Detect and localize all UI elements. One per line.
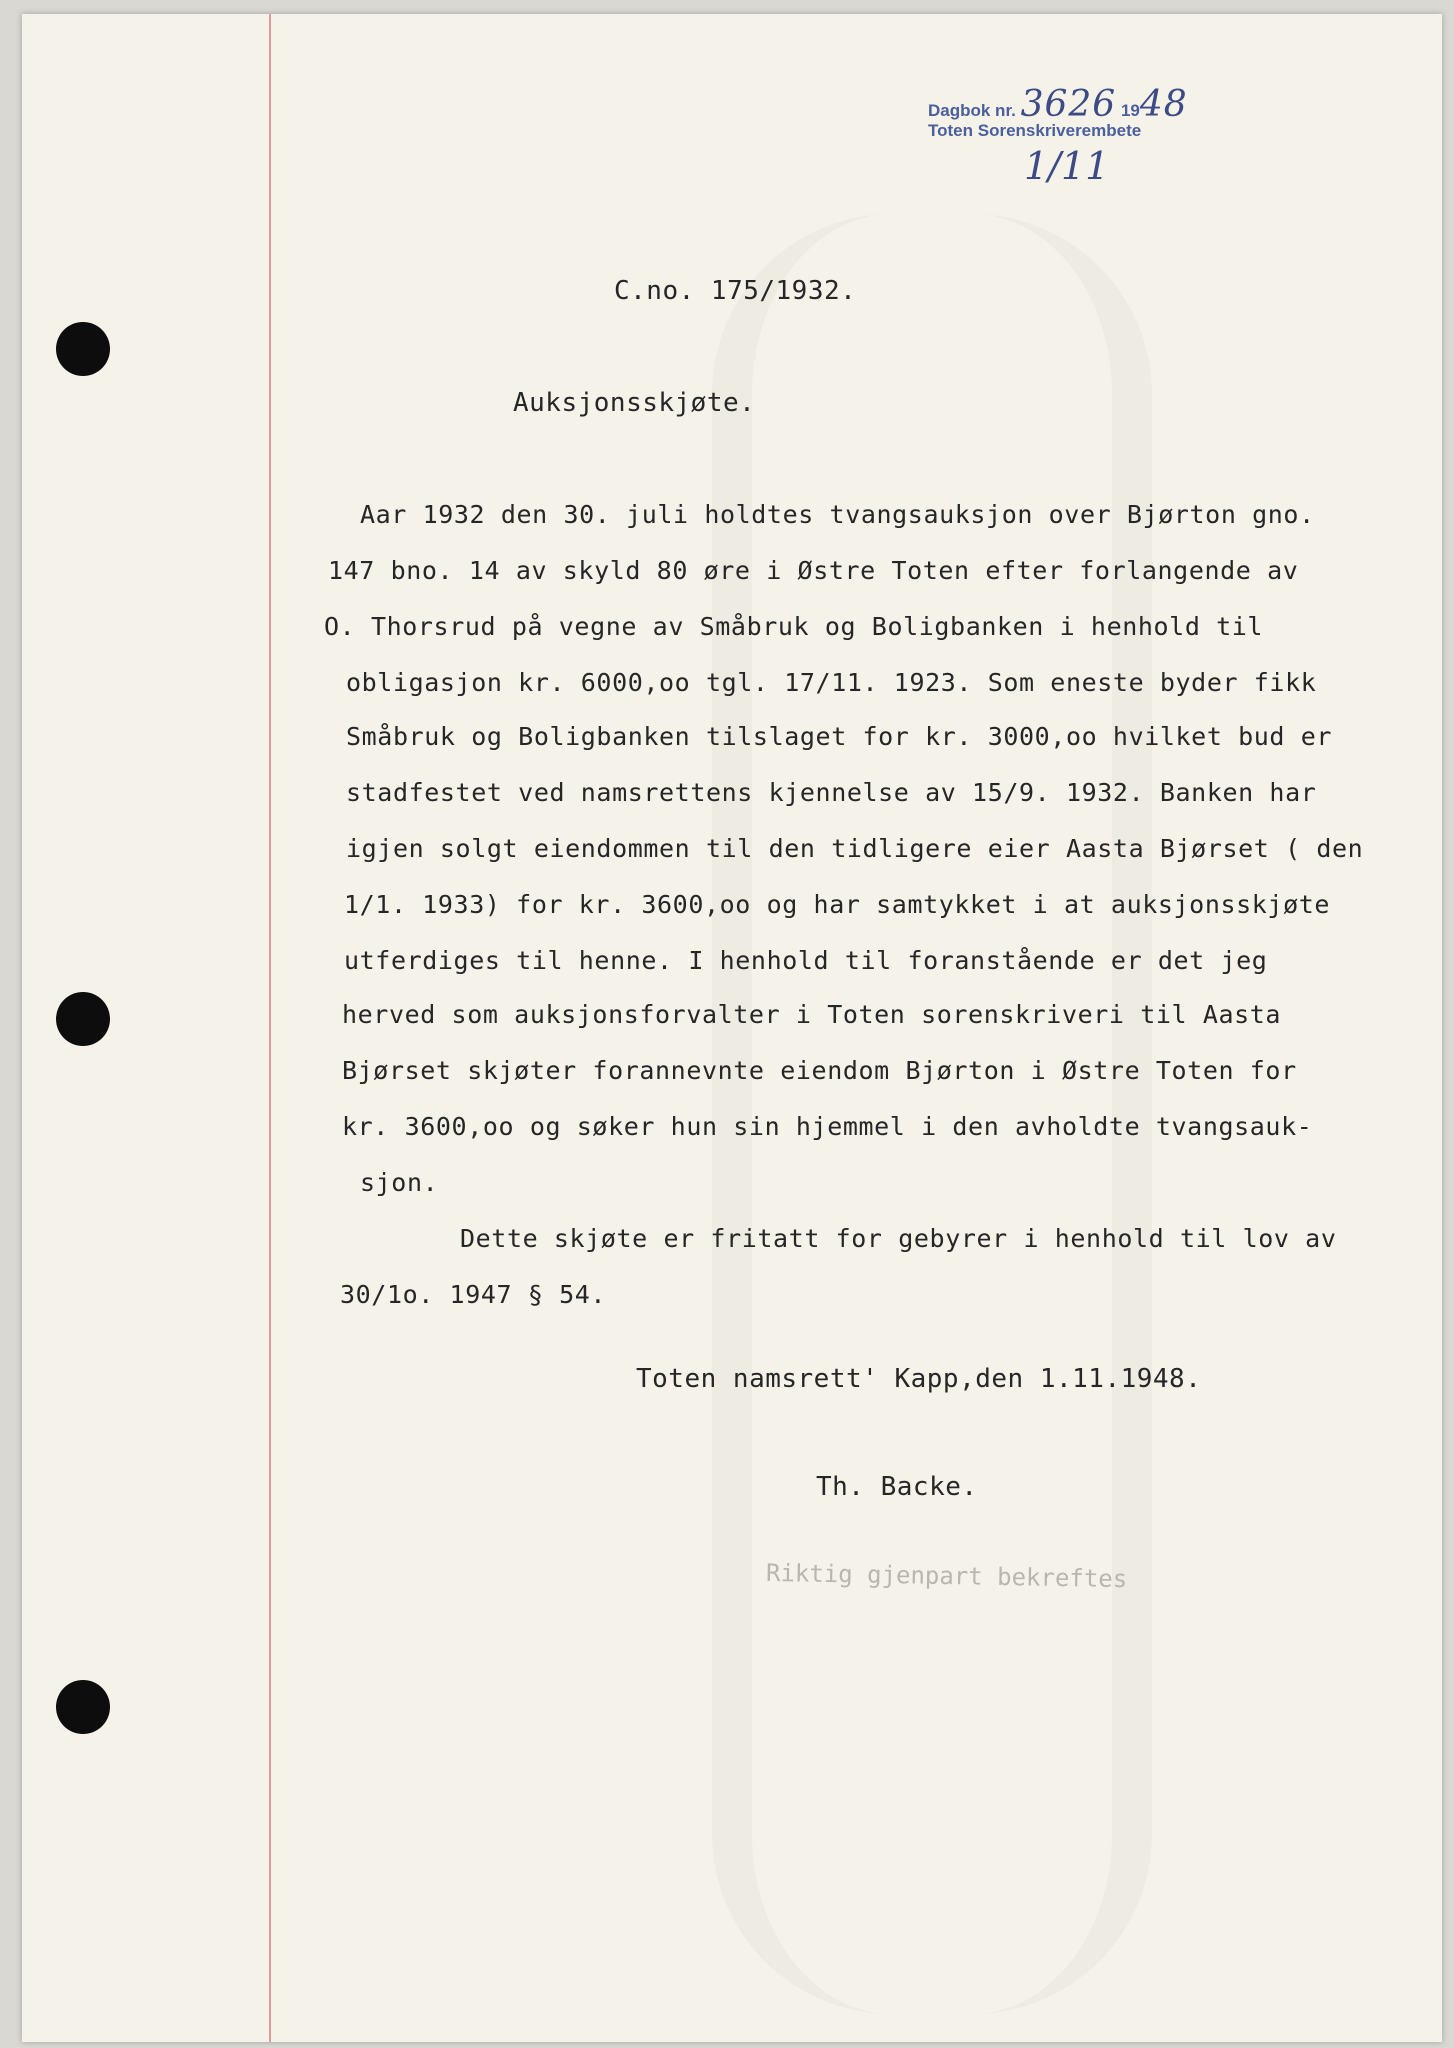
stamp-year-prefix: 19 bbox=[1120, 101, 1140, 120]
body-line: utferdiges til henne. I henhold til foranstående er det jeg bbox=[344, 946, 1268, 975]
certification-stamp: Riktig gjenpart bekreftes bbox=[765, 1558, 1128, 1594]
margin-line bbox=[269, 14, 271, 2042]
punch-hole bbox=[56, 322, 110, 376]
body-line: Aar 1932 den 30. juli holdtes tvangsauksjon over Bjørton gno. bbox=[360, 500, 1315, 529]
stamp-number: 3626 bbox=[1020, 84, 1117, 125]
punch-hole bbox=[56, 992, 110, 1046]
punch-hole bbox=[56, 1680, 110, 1734]
body-line: Bjørset skjøter forannevnte eiendom Bjørton i Østre Toten for bbox=[342, 1056, 1297, 1085]
body-line: 30/1o. 1947 § 54. bbox=[340, 1280, 607, 1309]
body-line: O. Thorsrud på vegne av Småbruk og Boligbanken i henhold til bbox=[324, 612, 1264, 641]
document-page bbox=[22, 14, 1442, 2042]
body-line: obligasjon kr. 6000,oo tgl. 17/11. 1923. Som eneste byder fikk bbox=[346, 668, 1317, 697]
body-line: stadfestet ved namsrettens kjennelse av 15/9. 1932. Banken har bbox=[346, 778, 1317, 807]
body-line: Dette skjøte er fritatt for gebyrer i henhold til lov av bbox=[460, 1224, 1337, 1253]
stamp-label: Dagbok nr. bbox=[928, 101, 1016, 120]
body-line: Småbruk og Boligbanken tilslaget for kr. 3000,oo hvilket bud er bbox=[346, 722, 1333, 751]
body-line: herved som auksjonsforvalter i Toten sorenskriveri til Aasta bbox=[342, 1000, 1282, 1029]
stamp-year-suffix: 48 bbox=[1139, 84, 1188, 125]
stamp-office: Toten Sorenskriverembete bbox=[928, 121, 1142, 140]
body-line: 147 bno. 14 av skyld 80 øre i Østre Toten efter forlangende av bbox=[328, 556, 1299, 585]
body-line: 1/1. 1933) for kr. 3600,oo og har samtykket i at auksjonsskjøte bbox=[344, 890, 1331, 919]
body-line: igjen solgt eiendommen til den tidligere eier Aasta Bjørset ( den bbox=[346, 834, 1364, 863]
place-date: Toten namsrett' Kapp,den 1.11.1948. bbox=[636, 1364, 1202, 1394]
signature: Th. Backe. bbox=[816, 1472, 978, 1502]
document-title: Auksjonsskjøte. bbox=[513, 388, 756, 418]
handwritten-date: 1/11 bbox=[1024, 144, 1110, 188]
case-number: C.no. 175/1932. bbox=[614, 276, 857, 306]
body-line: kr. 3600,oo og søker hun sin hjemmel i den avholdte tvangsauk- bbox=[342, 1112, 1313, 1141]
body-line: sjon. bbox=[360, 1168, 439, 1197]
